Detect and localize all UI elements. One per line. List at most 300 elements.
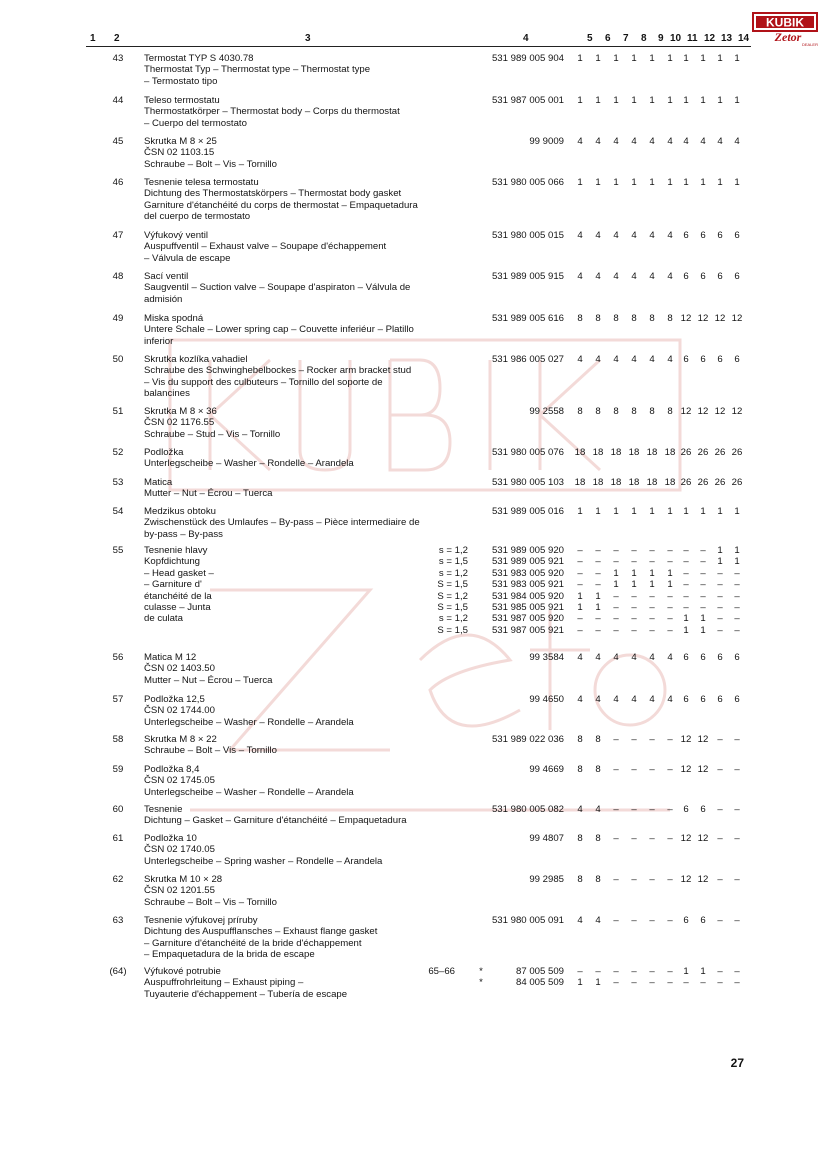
qty-col-11: 6 xyxy=(683,354,689,365)
description-line: Výfukový ventil xyxy=(144,230,208,241)
qty-col-11: 6 xyxy=(683,230,689,241)
qty-col-12: 12 xyxy=(697,313,709,324)
thickness-variant: s = 1,2 xyxy=(438,567,468,579)
part-number: 531 989 005 016 xyxy=(491,506,564,517)
qty-col-6: – xyxy=(595,556,601,568)
qty-col-7: – xyxy=(613,764,619,775)
description-line: Thermostatkörper – Thermostat body – Corps du thermostat xyxy=(144,106,400,118)
qty-col-7: – xyxy=(613,613,619,625)
ref-number: 52 xyxy=(112,447,124,458)
part-number: 99 9009 xyxy=(529,136,564,147)
qty-col-14: 12 xyxy=(731,406,743,417)
thickness-variant: S = 1,2 xyxy=(437,590,468,602)
qty-col-12: 1 xyxy=(700,53,706,64)
qty-col-7: 1 xyxy=(613,579,619,591)
qty-col-12: 12 xyxy=(697,833,709,844)
qty-col-11: 26 xyxy=(680,447,692,458)
qty-col-8: 4 xyxy=(631,230,637,241)
qty-col-8: 8 xyxy=(631,313,637,324)
qty-col-12: 12 xyxy=(697,764,709,775)
description-line: Schraube – Bolt – Vis – Tornillo xyxy=(144,745,277,757)
qty-col-9: 4 xyxy=(649,136,655,147)
qty-col-13: 6 xyxy=(717,694,723,705)
part-number: 531 989 005 904 xyxy=(491,53,564,64)
qty-col-7: 8 xyxy=(613,313,619,324)
qty-col-10: 18 xyxy=(664,447,676,458)
qty-col-11: – xyxy=(683,977,689,989)
ref-number: (64) xyxy=(109,966,127,977)
qty-col-6: 8 xyxy=(595,406,601,417)
qty-col-14: – xyxy=(734,624,740,636)
part-description xyxy=(144,177,466,223)
qty-col-11: 12 xyxy=(680,874,692,885)
ref-number: 49 xyxy=(112,313,124,324)
part-number: 531 985 005 921 xyxy=(491,602,564,613)
qty-col-10: – xyxy=(667,977,673,989)
qty-col-13: – xyxy=(717,915,723,926)
qty-col-12: 6 xyxy=(700,652,706,663)
logo-tag: DEALER xyxy=(801,42,818,47)
variant-row xyxy=(0,568,826,579)
description-line: Mutter – Nut – Écrou – Tuerca xyxy=(144,674,273,686)
ref-number: 58 xyxy=(112,734,124,745)
qty-col-7: 4 xyxy=(613,136,619,147)
variant-row xyxy=(0,625,826,636)
qty-col-5: 4 xyxy=(577,136,583,147)
description-line: Sací ventil xyxy=(144,271,189,282)
description-line: Teleso termostatu xyxy=(144,95,220,106)
qty-col-12: – xyxy=(700,977,706,989)
qty-col-14: – xyxy=(734,579,740,591)
qty-col-6: 18 xyxy=(592,477,604,488)
part-description xyxy=(144,652,466,686)
qty-col-7: 1 xyxy=(613,506,619,517)
qty-col-9: 8 xyxy=(649,313,655,324)
qty-col-6: 8 xyxy=(595,313,601,324)
qty-col-6: 1 xyxy=(595,977,601,989)
qty-col-9: – xyxy=(649,764,655,775)
qty-col-5: – xyxy=(577,613,583,625)
description-line: Podložka 8,4 xyxy=(144,764,200,775)
qty-col-7: 4 xyxy=(613,354,619,365)
qty-col-8: 1 xyxy=(631,567,637,579)
ref-number: 53 xyxy=(112,477,124,488)
part-description xyxy=(144,694,466,728)
qty-col-8: 1 xyxy=(631,53,637,64)
ref-number: 51 xyxy=(112,406,124,417)
header-col-9: 9 xyxy=(658,33,664,44)
description-line: Skrutka M 8 × 36 xyxy=(144,406,217,417)
qty-col-8: – xyxy=(631,590,637,602)
qty-col-5: 4 xyxy=(577,230,583,241)
qty-col-9: – xyxy=(649,804,655,815)
description-line: Tesnenie xyxy=(144,804,183,815)
part-description xyxy=(144,477,466,500)
qty-col-10: 1 xyxy=(667,506,673,517)
qty-col-5: 8 xyxy=(577,833,583,844)
qty-col-13: – xyxy=(717,804,723,815)
qty-col-7: 18 xyxy=(610,447,622,458)
description-line: Skrutka kozlíka vahadiel xyxy=(144,354,248,365)
qty-col-10: 1 xyxy=(667,95,673,106)
header-col-4: 4 xyxy=(523,33,529,44)
qty-col-8: – xyxy=(631,602,637,613)
ref-number: 57 xyxy=(112,694,124,705)
qty-col-11: 6 xyxy=(683,271,689,282)
ref-number: 55 xyxy=(112,545,124,556)
variant-row xyxy=(0,977,826,988)
logo-brand: KUBIK xyxy=(766,15,804,30)
qty-col-12: – xyxy=(700,602,706,613)
qty-col-13: – xyxy=(717,602,723,613)
qty-col-12: – xyxy=(700,579,706,591)
qty-col-5: 1 xyxy=(577,53,583,64)
qty-col-12: – xyxy=(700,556,706,568)
qty-col-7: 4 xyxy=(613,271,619,282)
qty-col-9: 4 xyxy=(649,271,655,282)
description-line: ČSN 02 1103.15 xyxy=(144,147,215,159)
qty-col-12: 6 xyxy=(700,230,706,241)
qty-col-10: – xyxy=(667,602,673,613)
qty-col-9: 1 xyxy=(649,579,655,591)
description-line: Matica xyxy=(144,477,173,488)
qty-col-6: 4 xyxy=(595,915,601,926)
qty-col-10: – xyxy=(667,613,673,625)
qty-col-8: 18 xyxy=(628,447,640,458)
qty-col-7: – xyxy=(613,556,619,568)
qty-col-10: 1 xyxy=(667,177,673,188)
qty-col-6: 4 xyxy=(595,804,601,815)
qty-col-10: 4 xyxy=(667,652,673,663)
qty-col-13: 1 xyxy=(717,506,723,517)
qty-col-6: 1 xyxy=(595,53,601,64)
description-line: Auspuffrohrleitung – Exhaust piping – xyxy=(144,977,304,989)
qty-col-8: – xyxy=(631,556,637,568)
qty-col-13: – xyxy=(717,833,723,844)
qty-col-6: 8 xyxy=(595,734,601,745)
description-line: – Válvula de escape xyxy=(144,252,231,264)
qty-col-5: 8 xyxy=(577,313,583,324)
qty-col-14: 1 xyxy=(734,545,740,556)
part-number: 531 980 005 082 xyxy=(491,804,564,815)
part-number: 531 989 005 616 xyxy=(491,313,564,324)
qty-col-8: 18 xyxy=(628,477,640,488)
qty-col-9: – xyxy=(649,966,655,977)
qty-col-9: 4 xyxy=(649,694,655,705)
qty-col-5: – xyxy=(577,567,583,579)
part-number: 99 2985 xyxy=(529,874,564,885)
qty-col-5: 4 xyxy=(577,694,583,705)
qty-col-7: – xyxy=(613,624,619,636)
part-description xyxy=(144,833,466,867)
qty-col-8: 4 xyxy=(631,652,637,663)
qty-col-6: 8 xyxy=(595,833,601,844)
qty-col-10: – xyxy=(667,545,673,556)
qty-col-13: – xyxy=(717,590,723,602)
qty-col-12: 26 xyxy=(697,477,709,488)
description-line: culasse – Junta xyxy=(144,602,211,614)
description-line: Skrutka M 10 × 28 xyxy=(144,874,223,885)
description-line: Schraube des Schwinghebelbockes – Rocker arm bracket stud xyxy=(144,365,412,377)
qty-col-7: 18 xyxy=(610,477,622,488)
header-col-10: 10 xyxy=(670,33,682,44)
thickness-variant: S = 1,5 xyxy=(437,579,468,591)
qty-col-12: 12 xyxy=(697,734,709,745)
qty-col-11: – xyxy=(683,567,689,579)
qty-col-7: – xyxy=(613,545,619,556)
variant-row xyxy=(0,602,826,613)
header-col-13: 13 xyxy=(721,33,733,44)
kubik-zetor-logo xyxy=(752,12,818,48)
qty-col-6: 4 xyxy=(595,230,601,241)
part-description xyxy=(144,734,466,757)
description-line: del cuerpo de termostato xyxy=(144,211,251,223)
qty-col-10: 1 xyxy=(667,579,673,591)
part-description xyxy=(144,874,466,908)
qty-col-14: 1 xyxy=(734,177,740,188)
description-line: Podložka 12,5 xyxy=(144,694,205,705)
qty-col-5: 4 xyxy=(577,652,583,663)
description-line: étanchéité de la xyxy=(144,590,212,602)
qty-col-11: 1 xyxy=(683,95,689,106)
qty-col-11: 1 xyxy=(683,624,689,636)
part-number: 87 005 509 xyxy=(515,966,564,977)
qty-col-14: 6 xyxy=(734,271,740,282)
header-col-6: 6 xyxy=(605,33,611,44)
qty-col-7: – xyxy=(613,833,619,844)
qty-col-7: 4 xyxy=(613,652,619,663)
qty-col-9: – xyxy=(649,545,655,556)
qty-col-5: 8 xyxy=(577,406,583,417)
qty-col-12: – xyxy=(700,590,706,602)
ref-number: 56 xyxy=(112,652,124,663)
part-description xyxy=(144,764,466,798)
description-line: Tesnenie telesa termostatu xyxy=(144,177,259,188)
ref-number: 60 xyxy=(112,804,124,815)
variant-row xyxy=(0,545,826,556)
part-description xyxy=(144,447,466,470)
qty-col-11: 12 xyxy=(680,764,692,775)
ref-number: 44 xyxy=(112,95,124,106)
qty-col-13: 12 xyxy=(714,313,726,324)
qty-col-14: – xyxy=(734,966,740,977)
qty-col-12: 1 xyxy=(700,506,706,517)
description-line: Saugventil – Suction valve – Soupape d'aspiraton – Válvula de xyxy=(144,282,411,294)
part-number: 531 986 005 027 xyxy=(491,354,564,365)
qty-col-11: 6 xyxy=(683,652,689,663)
qty-col-5: 1 xyxy=(577,506,583,517)
qty-col-5: 4 xyxy=(577,915,583,926)
qty-col-6: 4 xyxy=(595,694,601,705)
part-number: 531 980 005 015 xyxy=(491,230,564,241)
variant-row xyxy=(0,966,826,977)
qty-col-5: 8 xyxy=(577,874,583,885)
qty-col-5: – xyxy=(577,545,583,556)
ref-number: 54 xyxy=(112,506,124,517)
part-number: 531 987 005 001 xyxy=(491,95,564,106)
qty-col-14: 6 xyxy=(734,652,740,663)
qty-col-10: – xyxy=(667,915,673,926)
qty-col-6: – xyxy=(595,579,601,591)
part-number: 531 983 005 921 xyxy=(491,579,564,591)
qty-col-7: 8 xyxy=(613,406,619,417)
qty-col-13: 6 xyxy=(717,230,723,241)
description-line: Kopfdichtung xyxy=(144,556,201,568)
description-line: Schraube – Bolt – Vis – Tornillo xyxy=(144,896,277,908)
description-line: – Head gasket – xyxy=(144,567,214,579)
qty-col-8: 4 xyxy=(631,694,637,705)
description-line: balancines xyxy=(144,388,190,400)
description-line: ČSN 02 1176.55 xyxy=(144,417,215,429)
variant-row xyxy=(0,591,826,602)
qty-col-9: 18 xyxy=(646,477,658,488)
qty-col-11: – xyxy=(683,602,689,613)
description-line: Schraube – Stud – Vis – Tornillo xyxy=(144,428,281,440)
qty-col-6: – xyxy=(595,613,601,625)
part-number: 99 4669 xyxy=(529,764,564,775)
description-line: ČSN 02 1744.00 xyxy=(144,705,215,717)
header-col-5: 5 xyxy=(587,33,593,44)
qty-col-11: 4 xyxy=(683,136,689,147)
qty-col-12: 26 xyxy=(697,447,709,458)
ref-number: 43 xyxy=(112,53,124,64)
part-number: 531 989 005 920 xyxy=(491,545,564,556)
qty-col-8: – xyxy=(631,966,637,977)
qty-col-13: – xyxy=(717,567,723,579)
qty-col-12: 6 xyxy=(700,271,706,282)
qty-col-9: 1 xyxy=(649,506,655,517)
qty-col-12: 1 xyxy=(700,613,706,625)
variant-row xyxy=(0,613,826,624)
qty-col-7: – xyxy=(613,804,619,815)
qty-col-13: 12 xyxy=(714,406,726,417)
description-line: Dichtung – Gasket – Garniture d'étanchéité – Empaquetadura xyxy=(144,815,407,827)
qty-col-14: 26 xyxy=(731,477,743,488)
description-line: de culata xyxy=(144,613,183,625)
qty-col-14: 26 xyxy=(731,447,743,458)
description-line: Mutter – Nut – Écrou – Tuerca xyxy=(144,488,273,500)
qty-col-10: 4 xyxy=(667,271,673,282)
description-line: Skrutka M 8 × 22 xyxy=(144,734,217,745)
qty-col-6: – xyxy=(595,966,601,977)
qty-col-8: – xyxy=(631,545,637,556)
qty-col-12: – xyxy=(700,567,706,579)
qty-col-13: 1 xyxy=(717,177,723,188)
qty-col-13: 26 xyxy=(714,477,726,488)
qty-col-9: 1 xyxy=(649,177,655,188)
qty-col-12: 6 xyxy=(700,915,706,926)
qty-col-7: 1 xyxy=(613,567,619,579)
qty-col-6: 1 xyxy=(595,95,601,106)
thickness-variant: s = 1,5 xyxy=(438,556,468,568)
qty-col-7: 1 xyxy=(613,95,619,106)
qty-col-9: 4 xyxy=(649,354,655,365)
qty-col-7: 1 xyxy=(613,177,619,188)
thickness-variant: S = 1,5 xyxy=(437,602,468,613)
qty-col-14: 1 xyxy=(734,53,740,64)
qty-col-7: – xyxy=(613,977,619,989)
qty-col-11: – xyxy=(683,579,689,591)
qty-col-9: 1 xyxy=(649,567,655,579)
description-line: ČSN 02 1740.05 xyxy=(144,844,215,856)
qty-col-8: – xyxy=(631,734,637,745)
qty-col-14: 4 xyxy=(734,136,740,147)
qty-col-14: – xyxy=(734,567,740,579)
qty-col-10: 4 xyxy=(667,694,673,705)
ref-number: 50 xyxy=(112,354,124,365)
qty-col-14: 12 xyxy=(731,313,743,324)
qty-col-8: 4 xyxy=(631,136,637,147)
qty-col-13: – xyxy=(717,624,723,636)
qty-col-14: – xyxy=(734,764,740,775)
qty-col-11: 6 xyxy=(683,804,689,815)
part-number: 531 989 022 036 xyxy=(491,734,564,745)
qty-col-11: 1 xyxy=(683,53,689,64)
qty-col-13: 1 xyxy=(717,53,723,64)
header-col-3: 3 xyxy=(305,33,311,44)
description-line: admisión xyxy=(144,293,183,305)
header-col-7: 7 xyxy=(623,33,629,44)
header-rule xyxy=(86,46,751,47)
qty-col-11: 12 xyxy=(680,406,692,417)
qty-col-9: 18 xyxy=(646,447,658,458)
qty-col-8: – xyxy=(631,624,637,636)
qty-col-14: 1 xyxy=(734,95,740,106)
qty-col-12: 6 xyxy=(700,804,706,815)
qty-col-10: 1 xyxy=(667,567,673,579)
qty-col-11: – xyxy=(683,590,689,602)
description-line: Schraube – Bolt – Vis – Tornillo xyxy=(144,158,277,170)
ref-number: 47 xyxy=(112,230,124,241)
qty-col-13: – xyxy=(717,579,723,591)
description-line: Podložka 10 xyxy=(144,833,197,844)
qty-col-14: 6 xyxy=(734,694,740,705)
description-line: ČSN 02 1201.55 xyxy=(144,885,215,897)
qty-col-7: 4 xyxy=(613,230,619,241)
qty-col-13: 6 xyxy=(717,354,723,365)
qty-col-12: 1 xyxy=(700,177,706,188)
qty-col-11: 12 xyxy=(680,313,692,324)
qty-col-12: 1 xyxy=(700,966,706,977)
part-number: 531 983 005 920 xyxy=(491,567,564,579)
description-line: – Vis du support des culbuteurs – Tornillo del soporte de xyxy=(144,376,383,388)
star-mark: * xyxy=(479,977,483,989)
thickness-variant: s = 1,2 xyxy=(438,545,468,556)
qty-col-8: – xyxy=(631,977,637,989)
description-line: Skrutka M 8 × 25 xyxy=(144,136,217,147)
description-line: – Garniture d'étanchéité de la bride d'échappement xyxy=(144,937,362,949)
qty-col-9: 8 xyxy=(649,406,655,417)
qty-col-10: 8 xyxy=(667,313,673,324)
qty-col-14: – xyxy=(734,734,740,745)
part-number: 99 2558 xyxy=(529,406,564,417)
qty-col-9: – xyxy=(649,602,655,613)
part-number: 84 005 509 xyxy=(515,977,564,989)
logo-sub: Zetor xyxy=(774,30,802,44)
description-line: Unterlegscheibe – Spring washer – Rondelle – Arandela xyxy=(144,855,383,867)
description-line: by-pass – By-pass xyxy=(144,528,223,540)
qty-col-6: 4 xyxy=(595,136,601,147)
header-col-11: 11 xyxy=(687,33,698,44)
qty-col-11: 6 xyxy=(683,915,689,926)
qty-col-13: 1 xyxy=(717,556,723,568)
description-line: Unterlegscheibe – Washer – Rondelle – Arandela xyxy=(144,716,354,728)
description-line: Thermostat Typ – Thermostat type – Thermostat type xyxy=(144,64,371,76)
header-col-14: 14 xyxy=(738,33,750,44)
qty-col-14: – xyxy=(734,874,740,885)
qty-col-9: – xyxy=(649,613,655,625)
qty-col-10: – xyxy=(667,764,673,775)
